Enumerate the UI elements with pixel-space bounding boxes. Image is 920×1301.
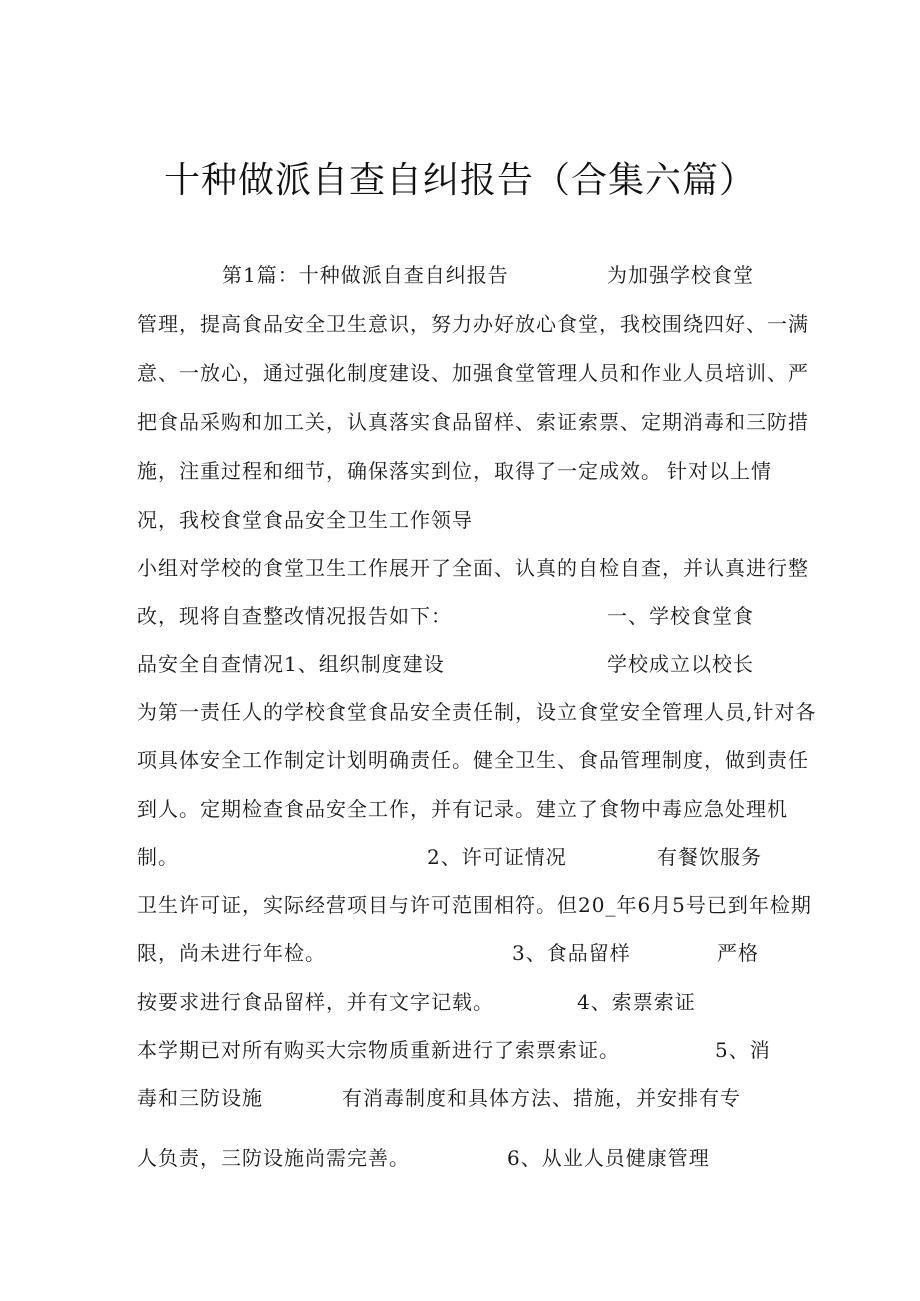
text-line: 4、索票索证 [577, 990, 696, 1014]
text-line: 项具体安全工作制定计划明确责任。健全卫生、食品管理制度，做到责任 [137, 748, 809, 772]
text-line: 小组对学校的食堂卫生工作展开了全面、认真的自检自查，并认真进行整 [137, 556, 809, 580]
text-line: 施，注重过程和细节，确保落实到位，取得了一定成效。 [137, 459, 662, 483]
text-line: 第1篇：十种做派自查自纠报告 [222, 263, 509, 287]
text-line: 2、许可证情况 [427, 845, 567, 869]
text-line: 意、一放心，通过强化制度建设、加强食堂管理人员和作业人员培训、严 [137, 361, 809, 385]
text-line: 严格 [717, 941, 759, 965]
text-line: 本学期已对所有购买大宗物质重新进行了索票索证。 [137, 1038, 620, 1062]
text-line: 5、消 [715, 1038, 771, 1062]
text-line: 为加强学校食堂 [607, 263, 754, 287]
text-line: 到人。定期检查食品安全工作，并有记录。建立了食物中毒应急处理机 [137, 797, 788, 821]
text-line: 有餐饮服务 [657, 845, 762, 869]
text-line: 按要求进行食品留样，并有文字记载。 [137, 990, 494, 1014]
text-line: 6、从业人员健康管理 [507, 1146, 710, 1170]
text-line: 有消毒制度和具体方法、措施，并安排有专 [342, 1086, 741, 1110]
text-line: 学校成立以校长 [607, 652, 754, 676]
text-line: 品安全自查情况1、组织制度建设 [137, 652, 445, 676]
text-line: 毒和三防设施 [137, 1086, 263, 1110]
text-line: 限，尚未进行年检。 [137, 941, 326, 965]
text-line: 况，我校食堂食品安全卫生工作领导 [137, 508, 473, 532]
text-line: 把食品采购和加工关，认真落实食品留样、索证索票、定期消毒和三防措 [137, 410, 809, 434]
text-line: 卫生许可证，实际经营项目与许可范围相符。但20_年6月5号已到年检期 [137, 893, 812, 917]
document-title: 十种做派自查自纠报告（合集六篇） [163, 160, 756, 201]
text-line: 针对以上情 [667, 459, 772, 483]
text-line: 改，现将自查整改情况报告如下： [137, 604, 452, 628]
text-line: 一、学校食堂食 [607, 604, 754, 628]
text-line: 人负责，三防设施尚需完善。 [137, 1146, 410, 1170]
text-line: 为第一责任人的学校食堂食品安全责任制，设立食堂安全管理人员,针对各 [137, 700, 817, 724]
text-line: 管理，提高食品安全卫生意识，努力办好放心食堂，我校围绕四好、一满 [137, 312, 809, 336]
text-line: 制。 [137, 845, 179, 869]
text-line: 3、食品留样 [512, 941, 631, 965]
